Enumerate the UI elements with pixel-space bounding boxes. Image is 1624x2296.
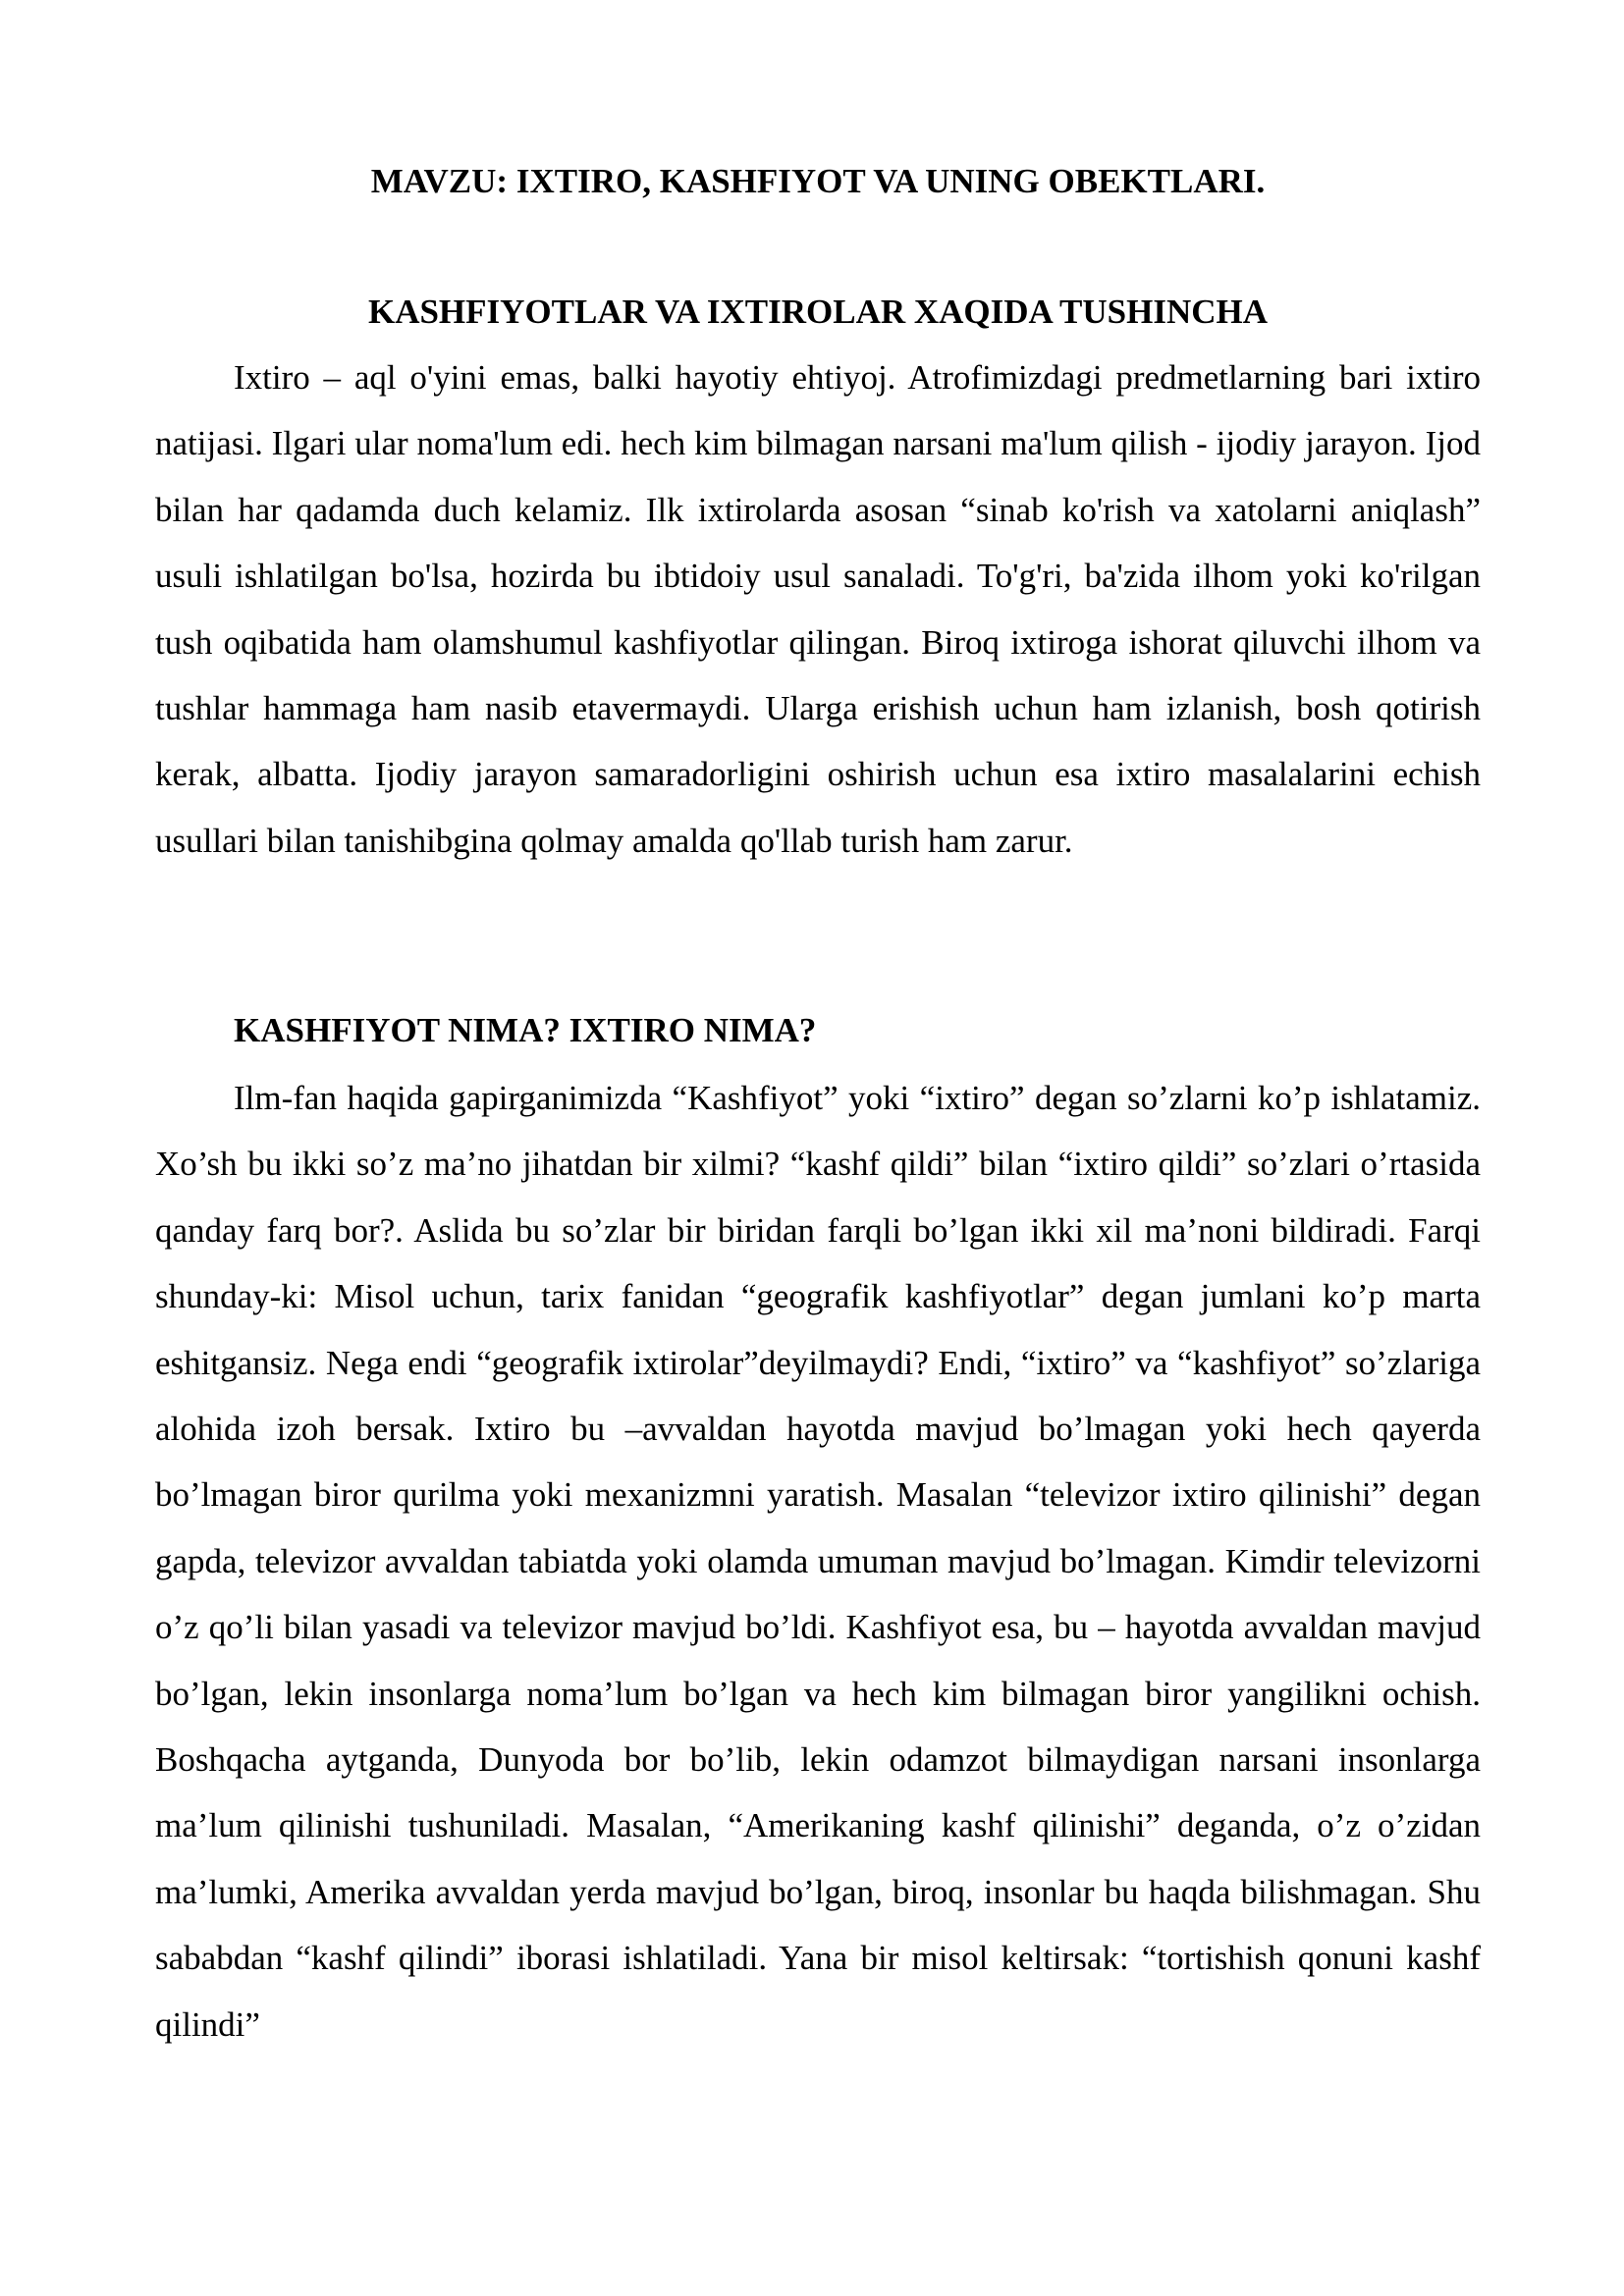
document-title: MAVZU: IXTIRO, KASHFIYOT VA UNING OBEKTLARI. xyxy=(370,162,1266,200)
paragraph-definitions: Ilm-fan haqida gapirganimizda “Kashfiyot” yoki “ixtiro” degan so’zlarni ko’p ishlatamiz. Xo’sh bu ikki so’z ma’no jihatdan bir xilmi? “kashf qildi” bilan “ixtiro qildi” so’zlari o’rtasida qanday farq bor?. Aslida bu so’zlar bir biridan farqli bo’lgan ikki xil ma’noni bildiradi. Farqi shunday-ki: Misol uchun, tarix fanidan “geografik kashfiyotlar” degan jumlani ko’p marta eshitgansiz. Nega endi “geografik ixtirolar”deyilmaydi? Endi, “ixtiro” va “kashfiyot” so’zlariga alohida izoh bersak. Ixtiro bu –avvaldan hayotda mavjud bo’lmagan yoki hech qayerda bo’lmagan biror qurilma yoki mexanizmni yaratish. Masalan “televizor ixtiro qilinishi” degan gapda, televizor avvaldan tabiatda yoki olamda umuman mavjud bo’lmagan. Kimdir televizorni o’z qo’li bilan yasadi va televizor mavjud bo’ldi. Kashfiyot esa, bu – hayotda avvaldan mavjud bo’lgan, lekin insonlarga noma’lum bo’lgan va hech kim bilmagan biror yangilikni ochish. Boshqacha aytganda, Dunyoda bor bo’lib, lekin odamzot bilmaydigan narsani insonlarga ma’lum qilinishi tushuniladi. Masalan, “Amerikaning kashf qilinishi” deganda, o’z o’zidan ma’lumki, Amerika avvaldan yerda mavjud bo’lgan, biroq, insonlar bu haqda bilishmagan. Shu sababdan “kashf qilindi” iborasi ishlatiladi. Yana bir misol keltirsak: “tortishish qonuni kashf qilindi” xyxy=(155,1079,1481,2044)
section-heading: KASHFIYOT NIMA? IXTIRO NIMA? xyxy=(234,1011,817,1049)
document-subtitle: KASHFIYOTLAR VA IXTIROLAR XAQIDA TUSHINCHA xyxy=(367,293,1269,331)
paragraph-intro: Ixtiro – aql o'yini emas, balki hayotiy ehtiyoj. Atrofimizdagi predmetlarning bari ixtiro natijasi. Ilgari ular noma'lum edi. hech kim bilmagan narsani ma'lum qilish - ijodiy jarayon. Ijod bilan har qadamda duch kelamiz. Ilk ixtirolarda asosan “sinab ko'rish va xatolarni aniqlash” usuli ishlatilgan bo'lsa, hozirda bu ibtidoiy usul sanaladi. To'g'ri, ba'zida ilhom yoki ko'rilgan tush oqibatida ham olamshumul kashfiyotlar qilingan. Biroq ixtiroga ishorat qiluvchi ilhom va tushlar hammaga ham nasib etavermaydi. Ularga erishish uchun ham izlanish, bosh qotirish kerak, albatta. Ijodiy jarayon samaradorligini oshirish uchun esa ixtiro masalalarini echish usullari bilan tanishibgina qolmay amalda qo'llab turish ham zarur. xyxy=(155,358,1481,860)
